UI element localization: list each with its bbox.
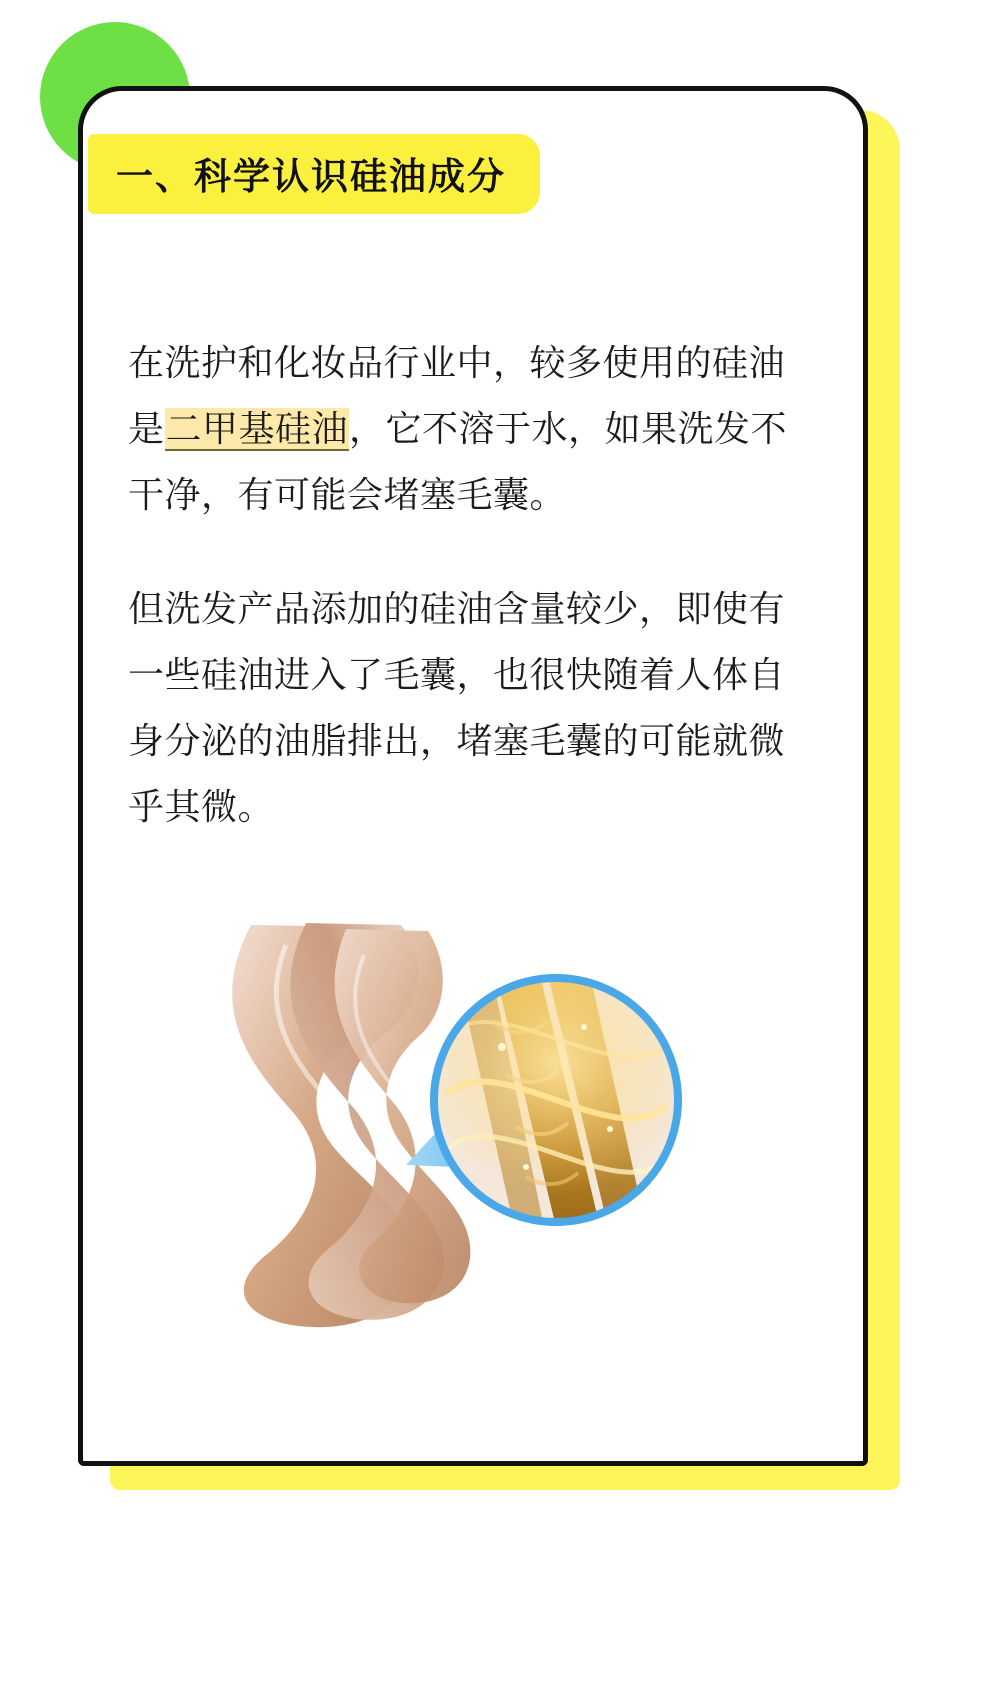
paragraph-1-part-2: ，它不溶于水，如果洗发不干净，有可能会堵塞毛囊。	[128, 408, 788, 515]
magnifier-lens	[434, 975, 678, 1227]
hair-strand-magnified-illustration	[196, 915, 696, 1335]
section-heading-wrapper	[88, 134, 540, 214]
paragraph-1-part-1: 在洗护和化妆品行业中，较多使用的硅油是	[128, 342, 786, 449]
paragraph-1	[128, 330, 818, 528]
body-text-block	[128, 330, 818, 840]
section-heading: 一、科学认识硅油成分	[88, 134, 540, 214]
highlighted-term: 二甲基硅油	[165, 408, 349, 449]
paragraph-2: 但洗发产品添加的硅油含量较少，即使有一些硅油进入了毛囊，也很快随着人体自身分泌的油脂排出，堵塞毛囊的可能就微乎其微。	[128, 588, 786, 827]
